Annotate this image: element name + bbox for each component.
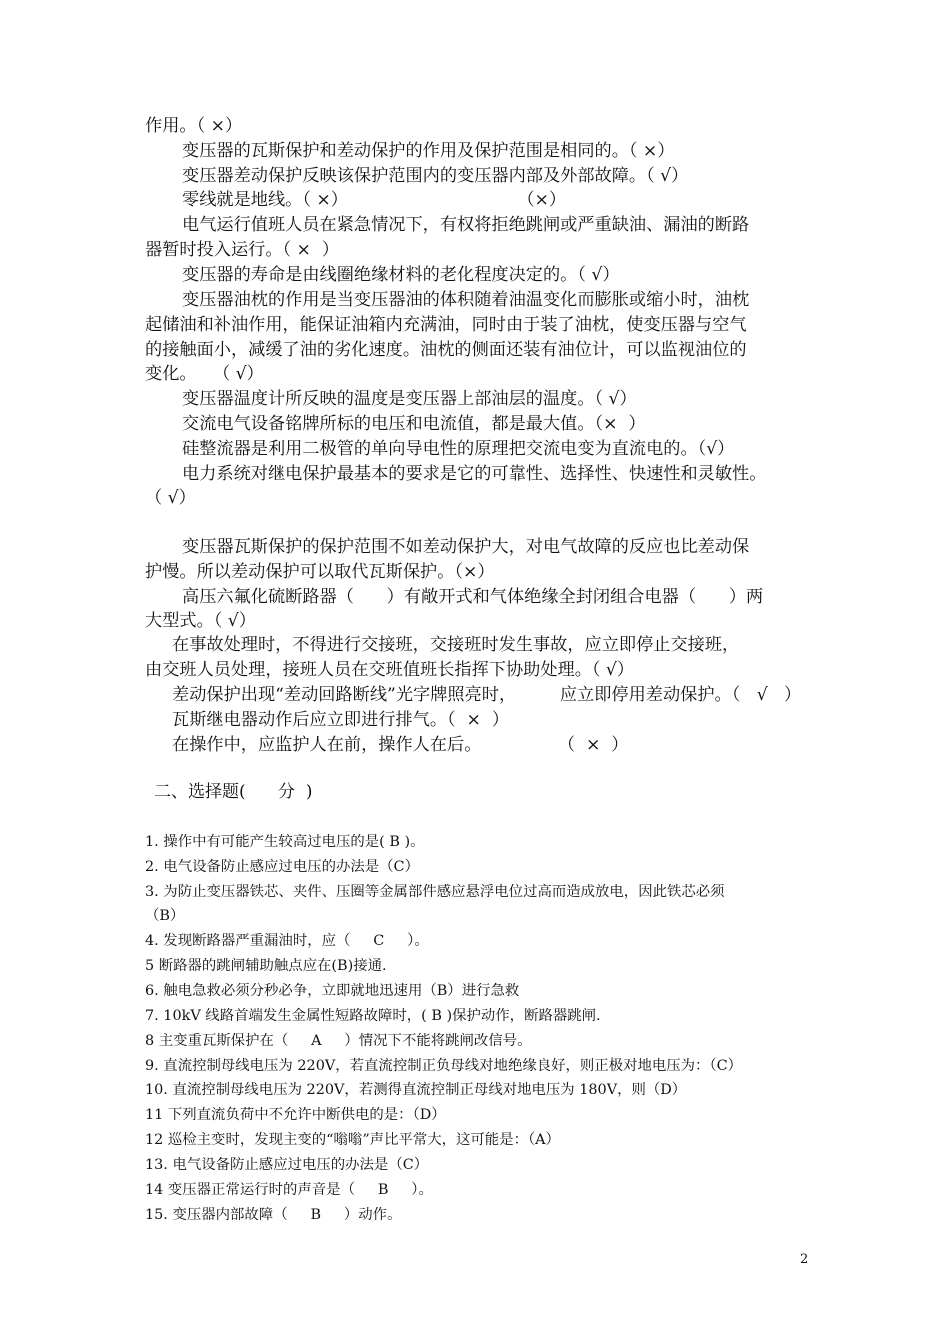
choice-line: 4. 发现断路器严重漏油时，应（ C ）。 (145, 933, 429, 949)
choice-line: 14 变压器正常运行时的声音是（ B ）。 (145, 1182, 433, 1198)
choice-line: 1. 操作中有可能产生较高过电压的是( B )。 (145, 834, 425, 850)
judgement-line: 电气运行值班人员在紧急情况下，有权将拒绝跳闸或严重缺油、漏油的断路 (182, 215, 750, 235)
choice-line: 15. 变压器内部故障（ B ）动作。 (145, 1207, 402, 1223)
choice-line: 10. 直流控制母线电压为 220V，若测得直流控制正母线对地电压为 180V，则（D） (145, 1082, 687, 1098)
judgement-line: 电力系统对继电保护最基本的要求是它的可靠性、选择性、快速性和灵敏性。 (182, 464, 767, 484)
choice-line: 7. 10kV 线路首端发生金属性短路故障时，( B )保护动作，断路器跳闸. (145, 1008, 601, 1024)
judgement-line: 变压器的瓦斯保护和差动保护的作用及保护范围是相同的。（ ×） (182, 141, 675, 161)
judgement-line: （ √） (145, 488, 196, 508)
judgement-line: 大型式。（ √） (145, 611, 256, 631)
judgement-line: 的接触面小，减缓了油的劣化速度。油枕的侧面还装有油位计，可以监视油位的 (145, 340, 747, 360)
judgement-line: 由交班人员处理，接班人员在交班值班长指挥下协助处理。（ √） (145, 660, 635, 680)
choice-line: 9. 直流控制母线电压为 220V，若直流控制正负母线对地绝缘良好，则正极对地电压为：（C） (145, 1058, 743, 1074)
choice-line: （B） (145, 908, 185, 924)
choice-line: 11 下列直流负荷中不允许中断供电的是：（D） (145, 1107, 446, 1123)
judgement-line: 变压器温度计所反映的温度是变压器上部油层的温度。（ √） (182, 389, 637, 409)
judgement-line: 瓦斯继电器动作后应立即进行排气。（ × ） (172, 710, 510, 730)
choice-line: 12 巡检主变时，发现主变的“嗡嗡”声比平常大，这可能是：（A） (145, 1132, 560, 1148)
judgement-line: 作用。（ ×） (145, 116, 243, 136)
judgement-line: 在操作中，应监护人在前，操作人在后。 （ × ） (172, 735, 629, 755)
judgement-line: 零线就是地线。（ ×） （×） (182, 190, 567, 210)
judgement-line: 变压器瓦斯保护的保护范围不如差动保护大，对电气故障的反应也比差动保 (182, 537, 750, 557)
choice-line: 13. 电气设备防止感应过电压的办法是（C） (145, 1157, 429, 1173)
judgement-line: 在事故处理时，不得进行交接班，交接班时发生事故，应立即停止交接班， (172, 635, 740, 655)
choice-line: 8 主变重瓦斯保护在（ A ）情况下不能将跳闸改信号。 (145, 1033, 532, 1049)
judgement-line: 器暂时投入运行。（ × ） (145, 240, 340, 260)
choice-line: 6. 触电急救必须分秒必争，立即就地迅速用（B）进行急救 (145, 983, 520, 999)
section-title: 二、选择题( 分 ) (154, 782, 313, 802)
judgement-line: 交流电气设备铭牌所标的电压和电流值，都是最大值。（× ） (182, 414, 646, 434)
judgement-line: 变化。 （ √） (145, 364, 264, 384)
judgement-line: 硅整流器是利用二极管的单向导电性的原理把交流电变为直流电的。（√） (182, 439, 735, 459)
judgement-line: 变压器的寿命是由线圈绝缘材料的老化程度决定的。（ √） (182, 265, 620, 285)
page-number: 2 (800, 1252, 809, 1267)
judgement-line: 变压器油枕的作用是当变压器油的体积随着油温变化而膨胀或缩小时，油枕 (182, 290, 750, 310)
judgement-line: 差动保护出现“差动回路断线”光字牌照亮时， 应立即停用差动保护。（ √ ） (172, 685, 802, 705)
judgement-line: 变压器差动保护反映该保护范围内的变压器内部及外部故障。（ √） (182, 166, 689, 186)
choice-line: 3. 为防止变压器铁芯、夹件、压圈等金属部件感应悬浮电位过高而造成放电，因此铁芯必须 (145, 884, 725, 900)
choice-line: 5 断路器的跳闸辅助触点应在(B)接通. (145, 958, 387, 974)
choice-line: 2. 电气设备防止感应过电压的办法是（C） (145, 859, 419, 875)
judgement-line: 护慢。所以差动保护可以取代瓦斯保护。（×） (145, 562, 495, 582)
judgement-line: 起储油和补油作用，能保证油箱内充满油，同时由于装了油枕，使变压器与空气 (145, 315, 747, 335)
judgement-line: 高压六氟化硫断路器（ ）有敞开式和气体绝缘全封闭组合电器（ ）两 (182, 587, 764, 607)
